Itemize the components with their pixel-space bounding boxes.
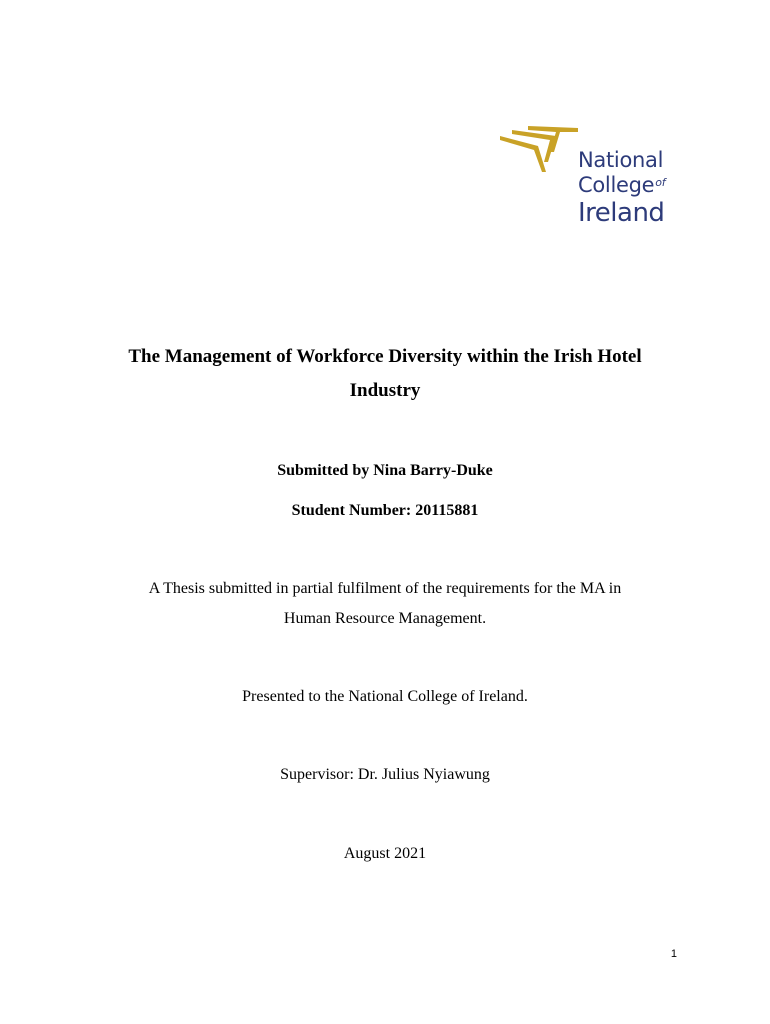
page-number: 1 bbox=[670, 948, 677, 960]
student-number: Student Number: 20115881 bbox=[291, 502, 479, 519]
thesis-title-line-2: Industry bbox=[349, 380, 421, 401]
thesis-statement-line-1: A Thesis submitted in partial fulfilment of the requirements for the MA in bbox=[148, 580, 622, 597]
supervisor: Supervisor: Dr. Julius Nyiawung bbox=[280, 766, 490, 783]
logo-of-word: of bbox=[655, 176, 666, 189]
logo-line-college bbox=[578, 175, 665, 200]
presented-to: Presented to the National College of Ireland. bbox=[242, 688, 528, 705]
nci-logo-mark-icon bbox=[498, 126, 580, 176]
logo-line-national: National bbox=[578, 148, 664, 172]
logo-line-ireland: Ireland bbox=[578, 198, 665, 228]
nci-logo-wordmark bbox=[578, 150, 665, 230]
submitted-by: Submitted by Nina Barry-Duke bbox=[277, 462, 493, 479]
nci-logo bbox=[498, 126, 670, 226]
submission-date: August 2021 bbox=[343, 845, 427, 862]
logo-college-word: College bbox=[578, 173, 655, 197]
thesis-title bbox=[0, 340, 770, 408]
thesis-statement-line-2: Human Resource Management. bbox=[283, 610, 487, 627]
thesis-title-line-1: The Management of Workforce Diversity within the Irish Hotel bbox=[128, 346, 642, 367]
